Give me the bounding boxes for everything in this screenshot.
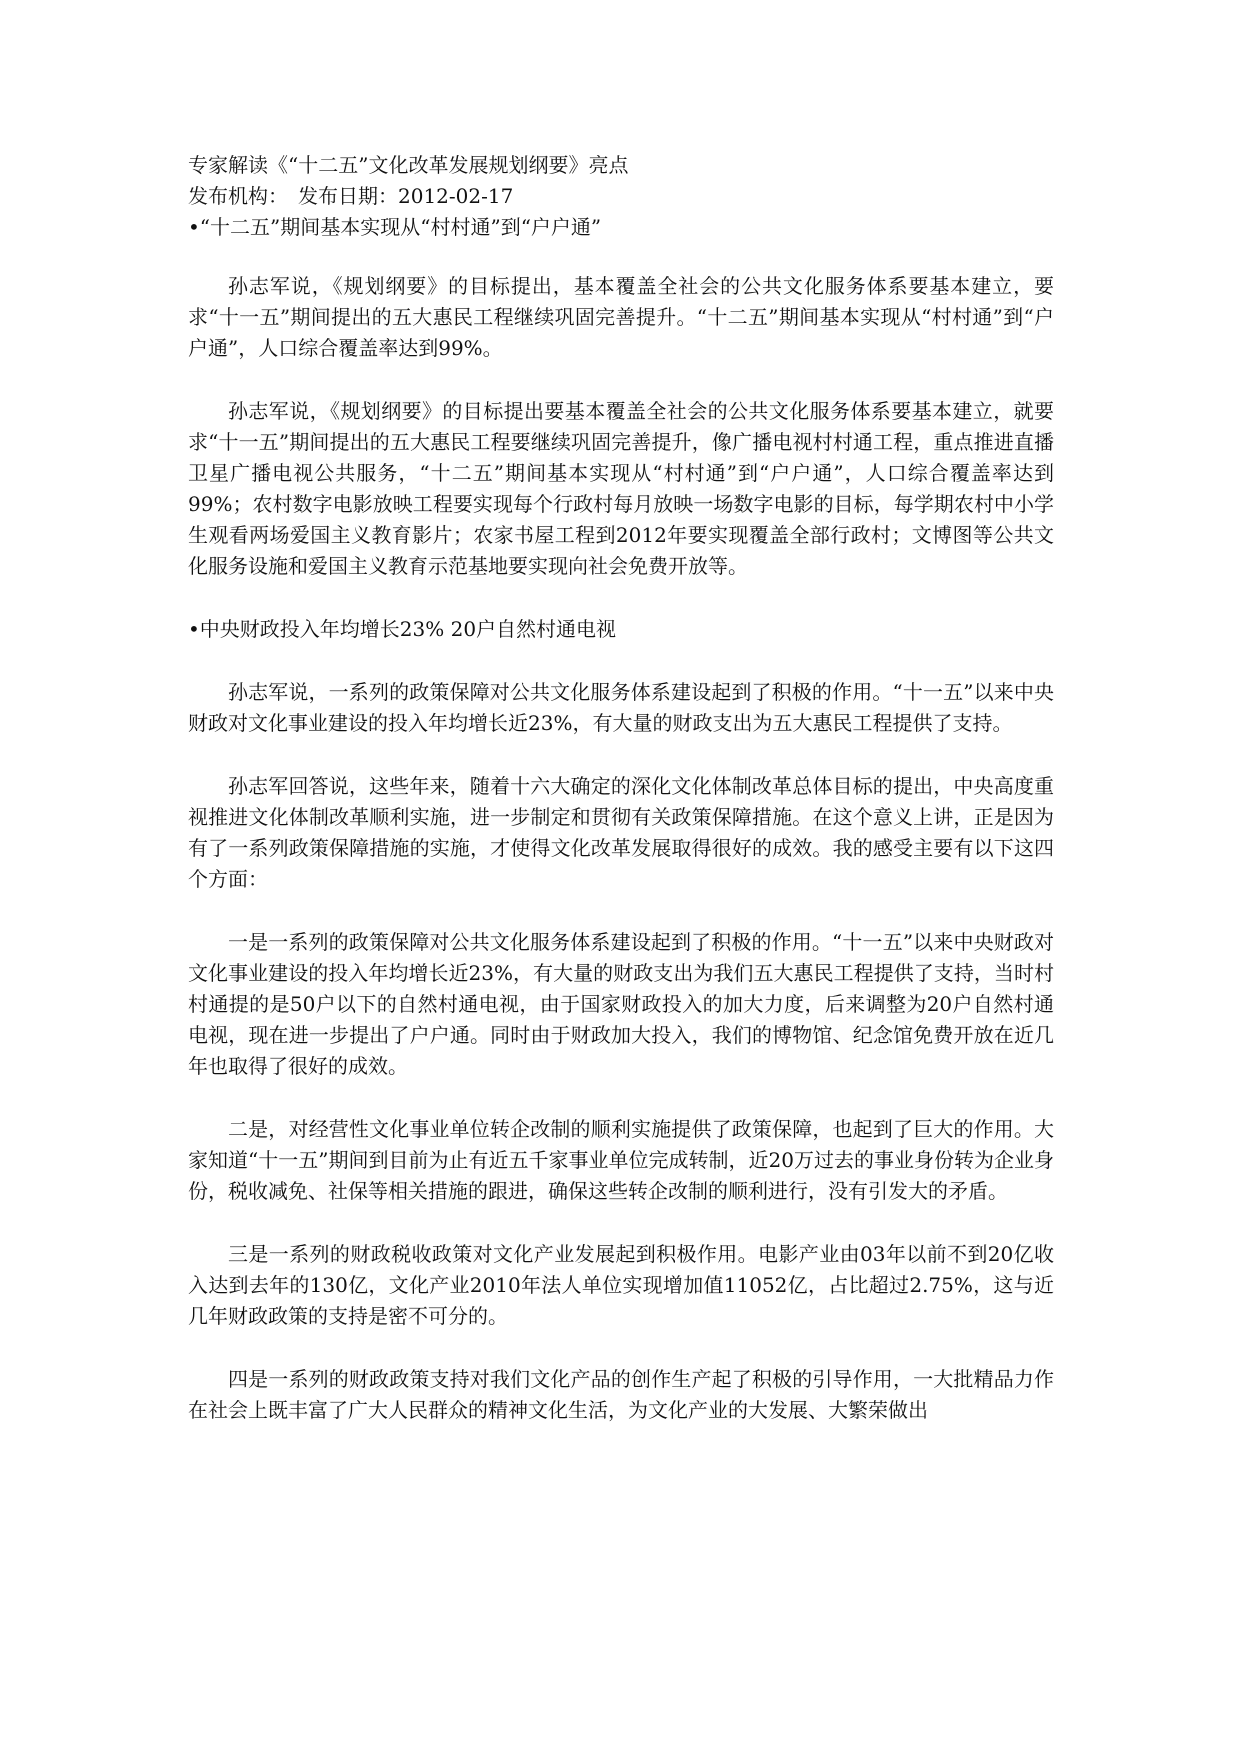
publish-meta: 发布机构： 发布日期：2012-02-17 — [188, 184, 514, 208]
paragraph: 孙志军说，《规划纲要》的目标提出要基本覆盖全社会的公共文化服务体系要基本建立，就要求“十一五”期间提出的五大惠民工程要继续巩固完善提升，像广播电视村村通工程，重点推进直播卫星广播电视公共服务，“十二五”期间基本实现从“村村通”到“户户通”，人口综合覆盖率达到99%；农村数字电影放映工程要实现每个行政村每月放映一场数字电影的目标，每学期农村中小学生观看两场爱国主义教育影片；农家书屋工程到2012年要实现覆盖全部行政村；文博图等公共文化服务设施和爱国主义教育示范基地要实现向社会免费开放等。 — [188, 399, 1054, 578]
paragraph: 孙志军说，一系列的政策保障对公共文化服务体系建设起到了积极的作用。“十一五”以来中央财政对文化事业建设的投入年均增长近23%，有大量的财政支出为五大惠民工程提供了支持。 — [188, 680, 1054, 735]
paragraph: 孙志军回答说，这些年来，随着十六大确定的深化文化体制改革总体目标的提出，中央高度重视推进文化体制改革顺利实施，进一步制定和贯彻有关政策保障措施。在这个意义上讲，正是因为有了一系列政策保障措施的实施，才使得文化改革发展取得很好的成效。我的感受主要有以下这四个方面： — [188, 774, 1054, 891]
document-page — [188, 150, 1054, 1458]
article-title: 专家解读《“十二五”文化改革发展规划纲要》亮点 — [188, 153, 629, 177]
paragraph: 一是一系列的政策保障对公共文化服务体系建设起到了积极的作用。“十一五”以来中央财政对文化事业建设的投入年均增长近23%，有大量的财政支出为我们五大惠民工程提供了支持，当时村村通提的是50户以下的自然村通电视，由于国家财政投入的加大力度，后来调整为20户自然村通电视，现在进一步提出了户户通。同时由于财政加大投入，我们的博物馆、纪念馆免费开放在近几年也取得了很好的成效。 — [188, 930, 1054, 1078]
section-heading: •“十二五”期间基本实现从“村村通”到“户户通” — [188, 215, 602, 239]
paragraph: 三是一系列的财政税收政策对文化产业发展起到积极作用。电影产业由03年以前不到20亿收入达到去年的130亿，文化产业2010年法人单位实现增加值11052亿，占比超过2.75%，这与近几年财政政策的支持是密不可分的。 — [188, 1242, 1054, 1328]
paragraph: 二是，对经营性文化事业单位转企改制的顺利实施提供了政策保障，也起到了巨大的作用。大家知道“十一五”期间到目前为止有近五千家事业单位完成转制，近20万过去的事业身份转为企业身份，税收减免、社保等相关措施的跟进，确保这些转企改制的顺利进行，没有引发大的矛盾。 — [188, 1117, 1054, 1203]
document-header — [188, 150, 1054, 243]
section-heading: •中央财政投入年均增长23% 20户自然村通电视 — [188, 617, 617, 641]
paragraph: 孙志军说，《规划纲要》的目标提出，基本覆盖全社会的公共文化服务体系要基本建立，要求“十一五”期间提出的五大惠民工程继续巩固完善提升。“十二五”期间基本实现从“村村通”到“户户通”，人口综合覆盖率达到99%。 — [188, 274, 1054, 360]
paragraph: 四是一系列的财政政策支持对我们文化产品的创作生产起了积极的引导作用，一大批精品力作在社会上既丰富了广大人民群众的精神文化生活，为文化产业的大发展、大繁荣做出 — [188, 1367, 1054, 1422]
